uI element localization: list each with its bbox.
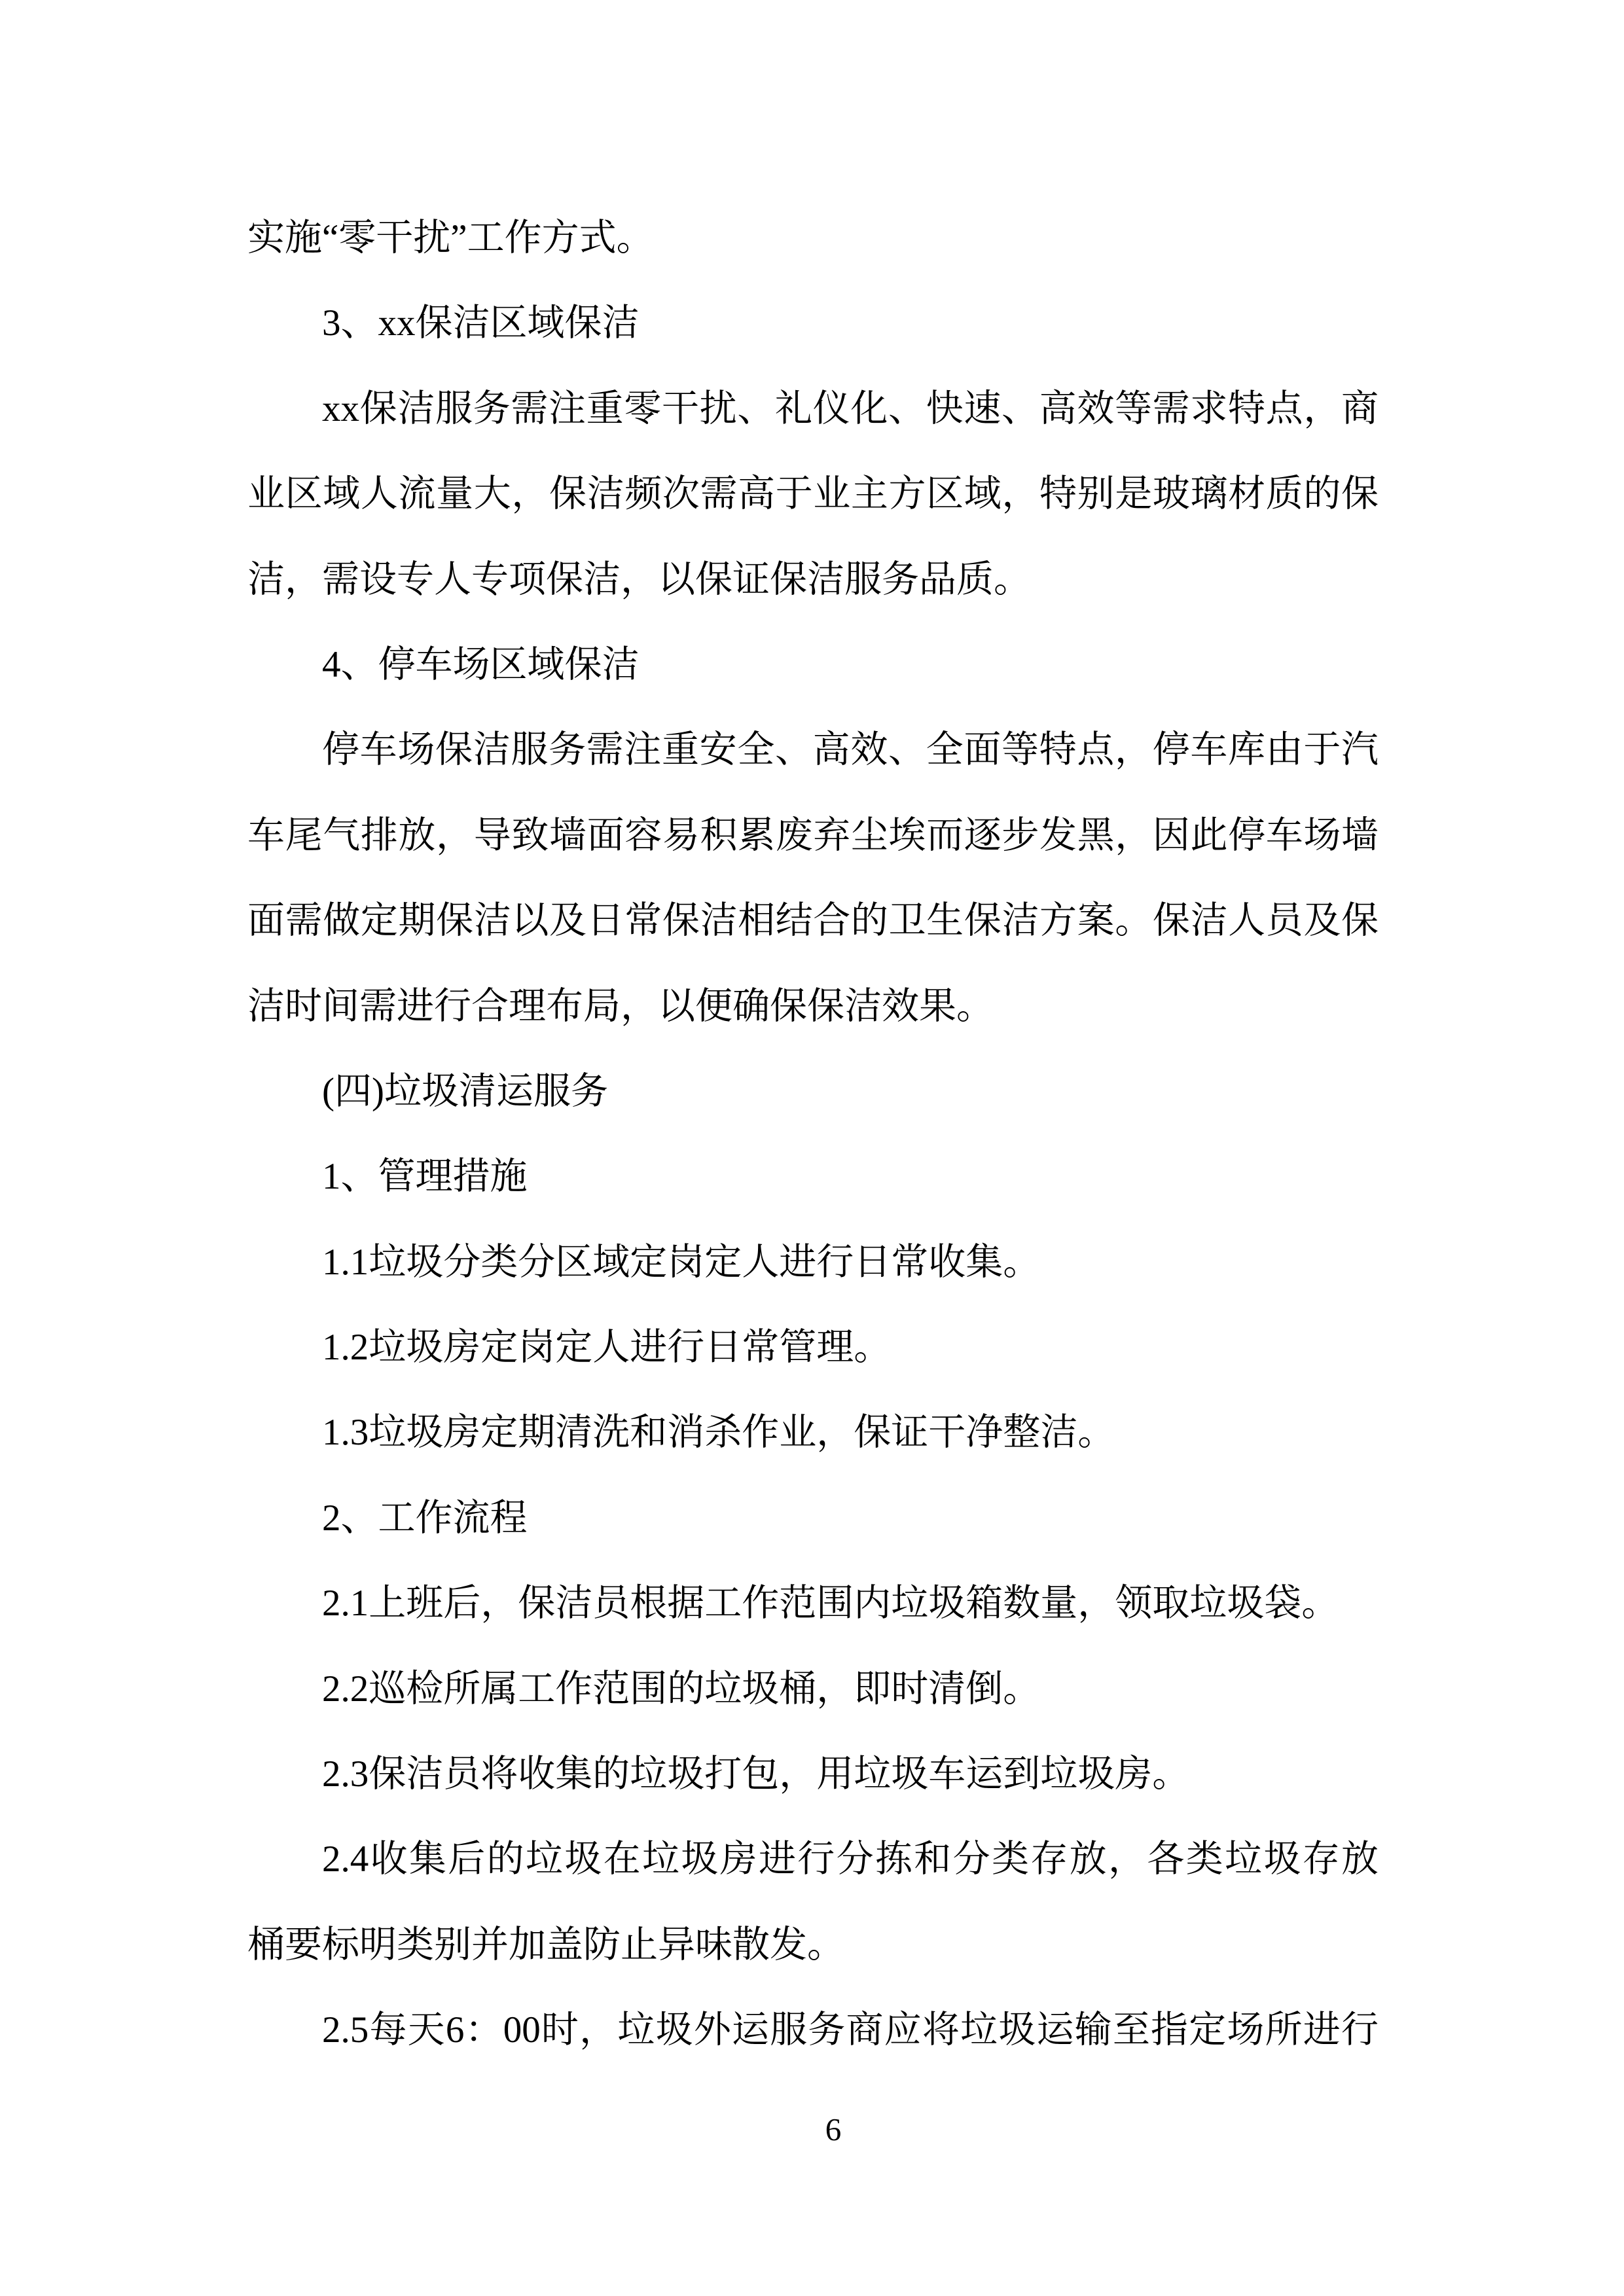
text-line: 3、xx保洁区域保洁 [322,302,640,344]
text-line: 2.1上班后，保洁员根据工作范围内垃圾箱数量，领取垃圾袋。 [322,1583,1339,1624]
text-line: 业区域人流量大，保洁频次需高于业主方区域，特别是玻璃材质的保 [247,473,1379,515]
text-line: 1.1垃圾分类分区域定岗定人进行日常收集。 [322,1241,1041,1283]
page-number-footer [247,2110,1379,2149]
text-line: 2.5每天6：00时，垃圾外运服务商应将垃圾运输至指定场所进行 [322,2009,1379,2051]
text-line: 实施“零干扰”工作方式。 [247,217,654,259]
text-line: xx保洁服务需注重零干扰、礼仪化、快速、高效等需求特点，商 [322,387,1379,429]
text-line: 桶要标明类别并加盖防止异味散发。 [247,1924,844,1965]
text-line: 洁时间需进行合理布局，以便确保保洁效果。 [247,985,994,1027]
text-line: 2.3保洁员将收集的垃圾打包，用垃圾车运到垃圾房。 [322,1753,1190,1795]
text-line: 2.2巡检所属工作范围的垃圾桶，即时清倒。 [322,1668,1041,1710]
document-body [247,196,1379,2073]
text-line: 洁，需设专人专项保洁，以保证保洁服务品质。 [247,558,1031,600]
page-number: 6 [825,2111,842,2147]
text-line: 1、管理措施 [322,1156,528,1198]
text-line: 2.4收集后的垃圾在垃圾房进行分拣和分类存放，各类垃圾存放 [322,1839,1379,1880]
text-line: 面需做定期保洁以及日常保洁相结合的卫生保洁方案。保洁人员及保 [247,900,1379,942]
text-line: 4、停车场区域保洁 [322,643,640,685]
text-line: 2、工作流程 [322,1497,528,1539]
text-line: 1.3垃圾房定期清洗和消杀作业，保证干净整洁。 [322,1412,1115,1454]
text-line: 车尾气排放，导致墙面容易积累废弃尘埃而逐步发黑，因此停车场墙 [247,814,1379,856]
text-line: (四)垃圾清运服务 [322,1070,608,1112]
text-line: 1.2垃圾房定岗定人进行日常管理。 [322,1327,892,1369]
text-line: 停车场保洁服务需注重安全、高效、全面等特点，停车库由于汽 [322,729,1379,771]
